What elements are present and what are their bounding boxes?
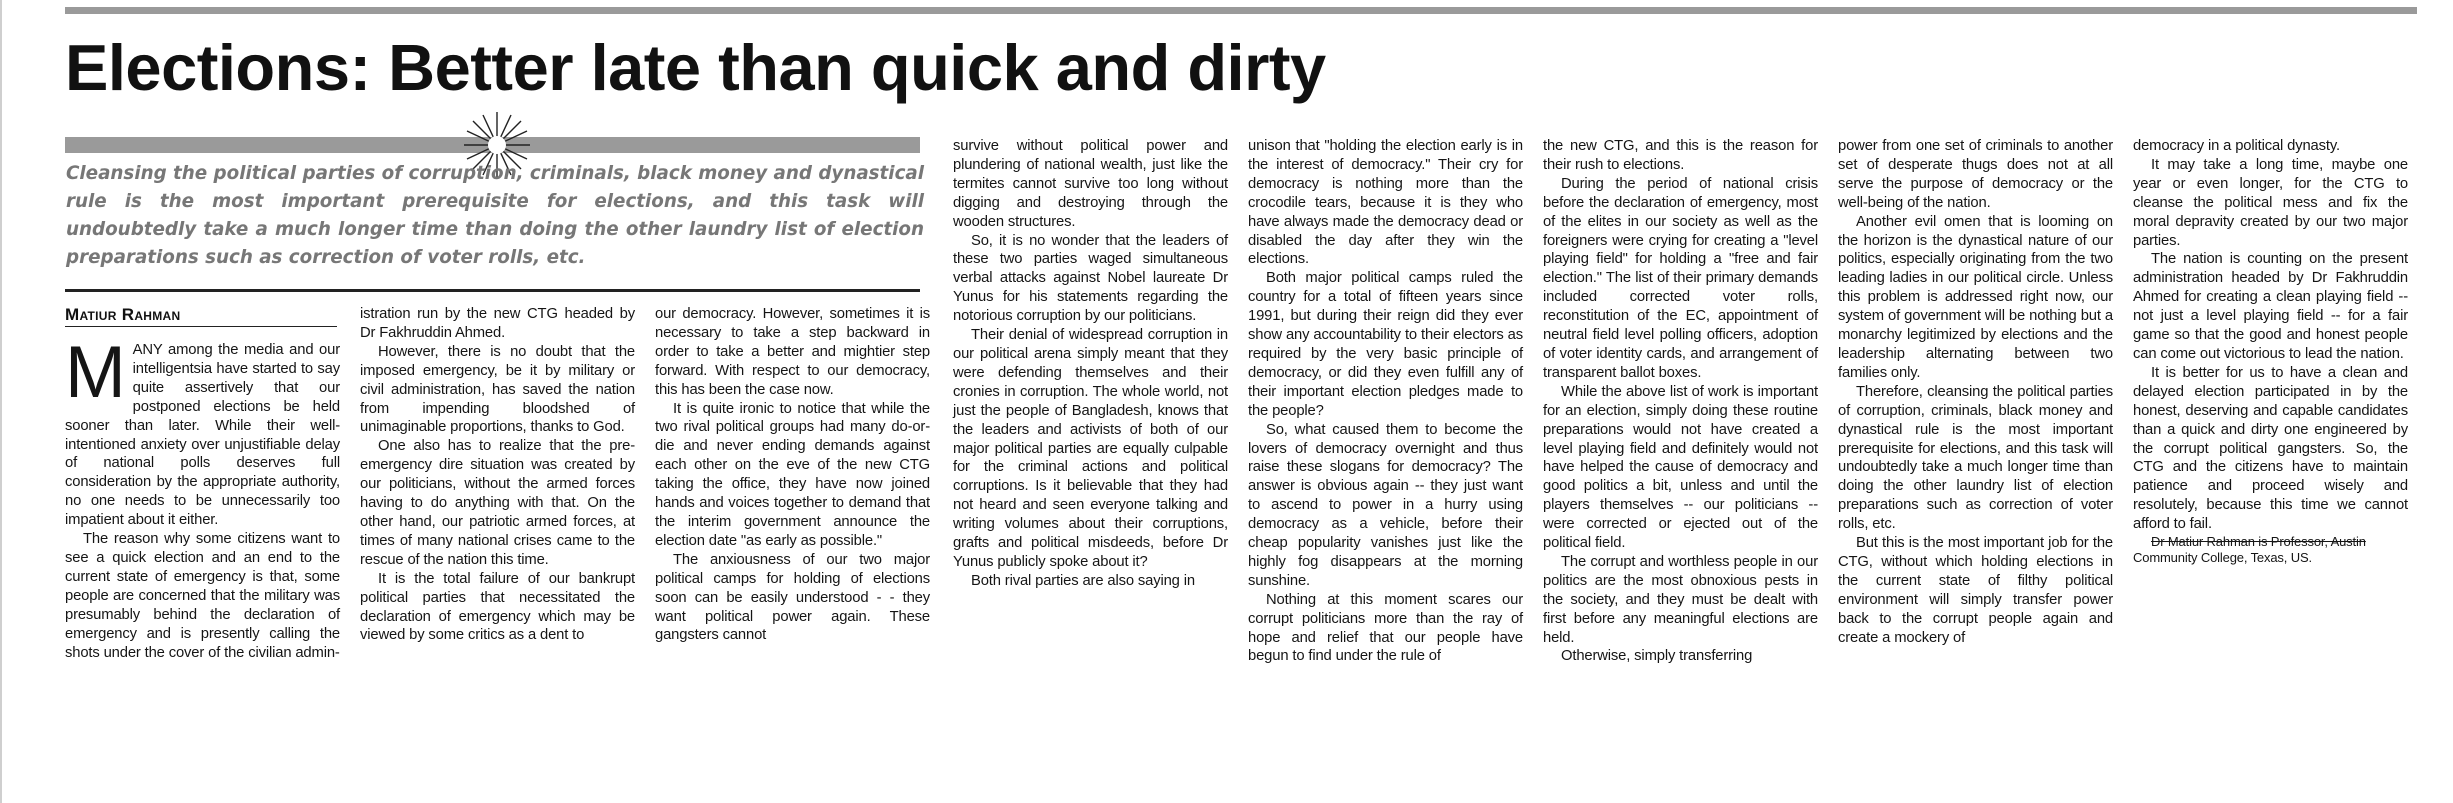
column-7-paragraph-2: Another evil omen that is looming on the horizon is the dynastical nature of our politics, especially originating from the two leading ladies in our political circle. Unless this problem is addressed right now, our system of government will be nothing but a monarchy legitimized by elections and the leadership alternating between two families only. [1838,213,2113,381]
column-2-paragraph-4: It is the total failure of our bankrupt political parties that necessitated the declaration of emergency which may be viewed by some critics as a dent to [360,570,635,644]
column-6-paragraph-4: The corrupt and worthless people in our politics are the most obnoxious pests in the society, and they must be dealt with first before any meaningful elections are held. [1543,553,1818,646]
column-7-paragraph-1: power from one set of criminals to another set of desperate thugs does not at all serve the purpose of democracy or the well-being of the nation. [1838,138,2113,211]
column-2-paragraph-1: istration run by the new CTG headed by Dr Fakhruddin Ahmed. [360,306,635,341]
column-1 [65,332,340,662]
column-1-paragraph-1: MANY among the media and our intelligentsia have started to say quite assertively that our postponed elections be held sooner than later. While their well-intentioned anxiety over unjustifiable delay of national polls deserves full consideration by the appropriate authority, no one needs to be unnecessarily too impatient about it either. [65,332,340,529]
column-7-paragraph-4: But this is the most important job for the CTG, without which holding elections in the current state of filthy political environment will simply transfer power back to the corrupt people again and create a mockery of [1838,535,2113,646]
column-2-paragraph-2: However, there is no doubt that the imposed emergency, be it by military or civil administration, has saved the nation from impending bloodshed of unimaginable proportions, thanks to God. [360,343,635,436]
byline: Matiur Rahman [65,305,181,324]
column-4 [953,137,1228,591]
column-3-paragraph-1: our democracy. However, sometimes it is necessary to take a step backward in order to take a better and mightier step forward. With respect to our democracy, this has been the case now. [655,306,930,398]
column-4-paragraph-3: Their denial of widespread corruption in our political arena simply meant that they were defending themselves and their cronies in corruption. The whole world, not just the people of Bangladesh, knows that the leaders and activists of both of our major political parties are equally culpable for the criminal actions and political corruptions. Is it believable that they had not heard and seen everyone talking and writing volumes about their corruptions, grafts and political misdeeds, before Dr Yunus publicly spoke about it? [953,327,1228,570]
headline: Elections: Better late than quick and dirty [65,31,1326,104]
column-6 [1543,137,1818,666]
column-4-paragraph-4: Both rival parties are also saying in [971,572,1195,589]
column-6-paragraph-1: the new CTG, and this is the reason for their rush to elections. [1543,138,1818,173]
column-5 [1248,137,1523,666]
column-4-paragraph-1: survive without political power and plundering of national wealth, just like the termites cannot survive too long without digging and destroying through the wooden structures. [953,138,1228,230]
column-8 [2133,137,2408,566]
column-5-paragraph-2: Both major political camps ruled the country for a total of fifteen years since 1991, but during their reign did they ever show any accountability to their electors as required by the very basic principle of democracy, or did they even fulfill any of their important election pledges made to the people? [1248,270,1523,419]
deck-rule [65,289,920,292]
column-2 [360,305,635,645]
column-8-paragraph-3: The nation is counting on the present administration headed by Dr Fakhruddin Ahmed for creating a clean playing field -- not just a level playing field -- for a fair game so that the good and honest people can come out victorious to lead the nation. [2133,251,2408,362]
byline-rule [65,326,337,327]
column-5-paragraph-1: unison that "holding the election early is in the interest of democracy." Their cry for democracy is nothing more than the crocodile tears, because it is they who have always made the democracy dead or disabled the day after they win the elections. [1248,138,1523,268]
page-edge [0,0,2,803]
column-3-paragraph-2: It is quite ironic to notice that while the two rival political groups had many do-or-die and never ending demands against each other on the eve of the new CTG taking the office, they have now joined hands and voices together to demand that the interim government announce the election date "as early as possible." [655,400,930,549]
column-6-paragraph-2: During the period of national crisis before the declaration of emergency, most of the elites in our society as well as the foreigners were crying for creating a "level playing field" for holding a "free and fair election." The list of their primary demands included corrected voter rolls, reconstitution of the EC, appointment of neutral field level polling officers, adoption of voter identity cards, and arrangement of transparent ballot boxes. [1543,175,1818,381]
column-7-paragraph-3: Therefore, cleansing the political parties of corruption, criminals, black money and dynastical rule is the most important prerequisite for elections, and this task will undoubtedly take a much longer time than doing the other laundry list of election preparations such as correction of voter rolls, etc. [1838,383,2113,533]
column-3-paragraph-3: The anxiousness of our two major political camps for holding of elections soon can be easily understood - - they want political power again. These gangsters cannot [655,551,930,644]
column-5-paragraph-3: So, what caused them to become the lovers of democracy overnight and thus raise these slogans for democracy? The answer is obvious again -- they just want to ascend to power in a hurry using democracy as a vehicle, before their cheap popularity vanishes just like the highly fog disappears at the morning sunshine. [1248,421,1523,589]
top-bar [65,7,2417,14]
column-7 [1838,137,2113,647]
drop-cap: M [65,332,126,413]
author-bio-line-2: Community College, Texas, US. [2133,550,2312,566]
column-1-paragraph-2: The reason why some citizens want to see a quick election and an end to the current state of emergency is that, some people are concerned that the military was presumably behind the declaration of emergency and is presently calling the shots under the cover of the civilian admin- [65,531,340,661]
column-8-paragraph-2: It may take a long time, maybe one year or even longer, for the CTG to cleanse the political mess and fix the moral depravity created by our two major parties. [2133,156,2408,249]
column-3 [655,305,930,645]
column-8-paragraph-4: It is better for us to have a clean and delayed election participated in by the honest, deserving and capable candidates than a quick and dirty one engineered by the corrupt political gangsters. So, the CTG and the citizens have to maintain patience and proceed wisely and resolutely, because this time we cannot afford to fail. [2133,364,2408,533]
column-8-paragraph-1: democracy in a political dynasty. [2133,138,2340,154]
column-4-paragraph-2: So, it is no wonder that the leaders of these two parties waged simultaneous verbal attacks against Nobel laureate Dr Yunus for his statements regarding the notorious corruption by our politicians. [953,232,1228,325]
author-bio-line-1: Dr Matiur Rahman is Professor, Austin [2151,534,2366,550]
deck-summary: Cleansing the political parties of corruption, criminals, black money and dynastical rule is the most important prerequisite for elections, and this task will undoubtedly take a much longer time than doing the other laundry list of election preparations such as correction of voter rolls, etc. [66,163,925,268]
column-5-paragraph-4: Nothing at this moment scares our corrupt politicians more than the ray of hope and relief that our people have begun to find under the rule of [1248,591,1523,665]
column-6-paragraph-3: While the above list of work is important for an election, simply doing these routine preparations would not have created a level playing field and definitely would not have helped the cause of democracy and good politics a bit, unless and until the players themselves -- our politicians -- were corrected or ejected out of the political field. [1543,383,1818,552]
column-6-paragraph-5: Otherwise, simply transferring [1561,648,1753,665]
column-2-paragraph-3: One also has to realize that the pre-emergency dire situation was created by our politicians, without the armed forces having to do anything with that. On the other hand, our patriotic armed forces, at times of many national crises came to the rescue of the nation this time. [360,438,635,568]
author-bio [2133,534,2408,566]
